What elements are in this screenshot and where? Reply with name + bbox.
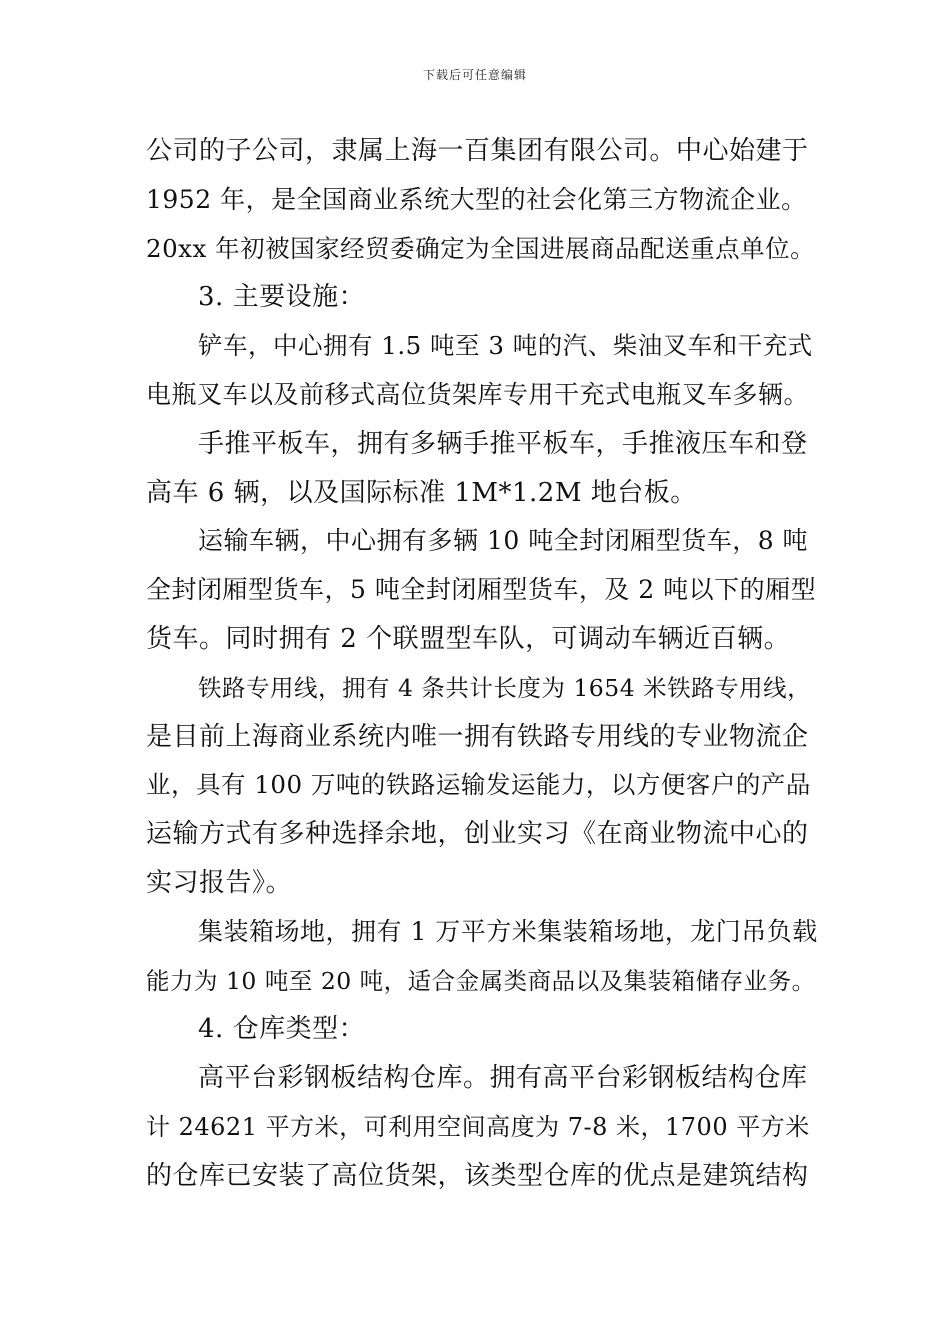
text-line: 1952 年，是全国商业系统大型的社会化第三方物流企业。 (146, 184, 807, 214)
text-line: 运输车辆，中心拥有多辆 10 吨全封闭厢型货车，8 吨 (198, 526, 809, 556)
text-line: 货车。同时拥有 2 个联盟型车队，可调动车辆近百辆。 (146, 623, 791, 654)
document-body (146, 127, 818, 1201)
text-line: 的仓库已安装了高位货架，该类型仓库的优点是建筑结构 (146, 1160, 809, 1191)
text-line: 铁路专用线，拥有 4 条共计长度为 1654 米铁路专用线， (198, 673, 812, 702)
text-line: 高平台彩钢板结构仓库。拥有高平台彩钢板结构仓库 (198, 1063, 808, 1094)
text-line: 集装箱场地，拥有 1 万平方米集装箱场地，龙门吊负载 (198, 916, 818, 946)
text-line: 公司的子公司，隶属上海一百集团有限公司。中心始建于 (146, 136, 809, 166)
text-line: 实习报告》。 (146, 867, 293, 898)
page-header: 下载后可任意编辑 (422, 68, 527, 82)
text-line: 是目前上海商业系统内唯一拥有铁路专用线的专业物流企 (146, 721, 809, 752)
text-line: 运输方式有多种选择余地，创业实习《在商业物流中心的 (146, 819, 809, 850)
text-line: 铲车，中心拥有 1.5 吨至 3 吨的汽、柴油叉车和干充式 (198, 331, 813, 361)
text-line: 全封闭厢型货车，5 吨全封闭厢型货车，及 2 吨以下的厢型 (146, 575, 817, 605)
text-line: 3. 主要设施： (198, 282, 366, 313)
text-line: 手推平板车，拥有多辆手推平板车，手推液压车和登 (198, 428, 808, 459)
text-line: 高车 6 辆，以及国际标准 1M*1.2M 地台板。 (146, 477, 697, 508)
text-line: 电瓶叉车以及前移式高位货架库专用干充式电瓶叉车多辆。 (146, 379, 810, 409)
text-line: 业，具有 100 万吨的铁路运输发运能力，以方便客户的产品 (146, 770, 811, 800)
text-line: 4. 仓库类型： (198, 1014, 366, 1045)
text-line: 20xx 年初被国家经贸委确定为全国进展商品配送重点单位。 (146, 233, 816, 263)
text-line: 能力为 10 吨至 20 吨，适合金属类商品以及集装箱储存业务。 (146, 966, 816, 995)
text-line: 计 24621 平方米，可利用空间高度为 7-8 米，1700 平方米 (146, 1112, 810, 1141)
